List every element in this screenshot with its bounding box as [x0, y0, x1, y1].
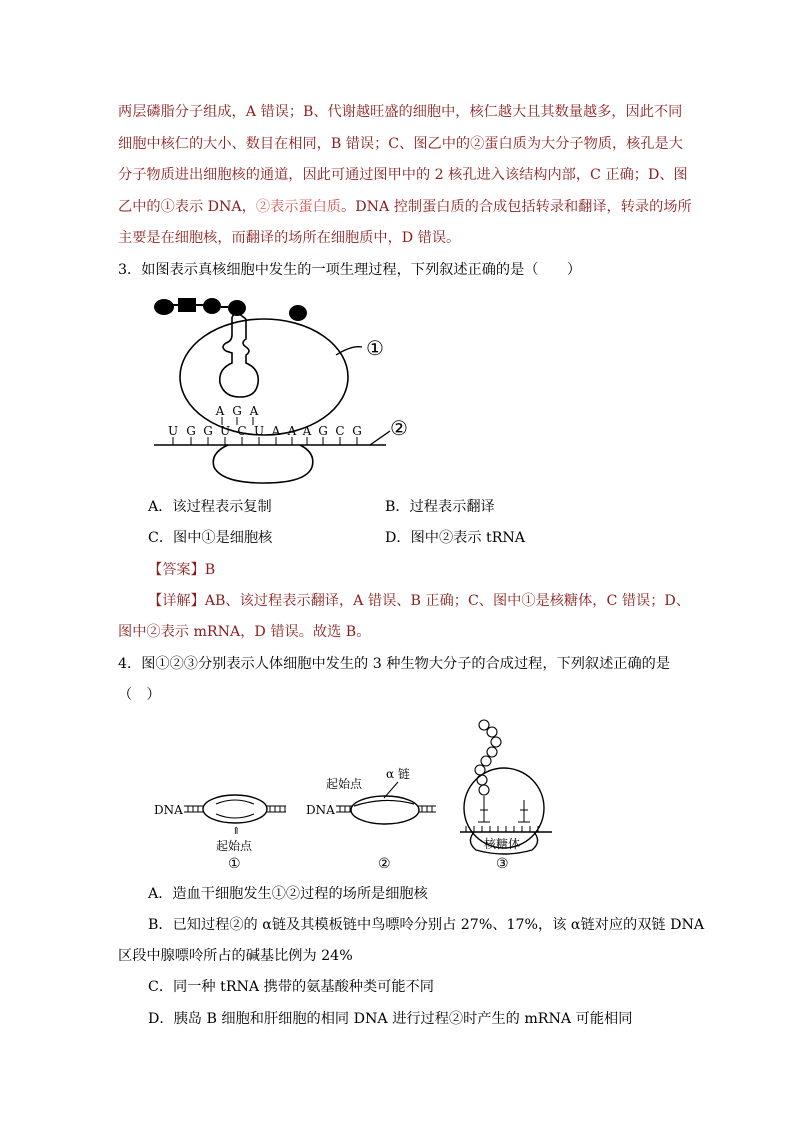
amino-acid-free	[289, 305, 307, 321]
ribosome-large	[464, 768, 544, 848]
svg-text:⇑: ⇑	[232, 826, 241, 837]
mrna-base-6: U	[253, 424, 265, 438]
fig2-alpha-label: α 链	[386, 767, 410, 781]
amino-acid-3	[203, 298, 221, 314]
fig2-origin-label: 起始点	[326, 777, 363, 791]
q3-detail-line-2: 图中②表示 mRNA，D 错误。故选 B。	[118, 624, 371, 640]
polypeptide-chain	[475, 720, 501, 795]
q3-stem: 3．如图表示真核细胞中发生的一项生理过程，下列叙述正确的是（ ）	[118, 262, 582, 278]
prev-explanation-line-4a: 乙中的①表示 DNA，	[118, 199, 256, 215]
prev-explanation-line-4b: ②表示蛋白质	[255, 199, 341, 215]
q4-stem-line-1: 4．图①②③分别表示人体细胞中发生的 3 种生物大分子的合成过程，下列叙述正确的是	[118, 656, 671, 672]
fig1-dna-label: DNA	[154, 803, 183, 817]
label-1: ①	[366, 336, 384, 360]
q3-translation-figure	[140, 285, 430, 495]
q3-option-b[interactable]: B．过程表示翻译	[385, 499, 495, 515]
q4-option-d[interactable]: D．胰岛 B 细胞和肝细胞的相同 DNA 进行过程②时产生的 mRNA 可能相同	[148, 1011, 633, 1027]
mrna-base-1: U	[167, 424, 179, 438]
amino-acid-4	[228, 300, 246, 316]
q3-answer: 【答案】B	[148, 562, 216, 578]
q4-option-c[interactable]: C．同一种 tRNA 携带的氨基酸种类可能不同	[148, 979, 434, 995]
mrna-base-11: C	[335, 424, 345, 438]
q3-option-d[interactable]: D．图中②表示 tRNA	[385, 530, 526, 546]
ribosome-large-subunit	[180, 319, 348, 435]
mrna-base-9: A	[302, 424, 312, 438]
amino-acid-2	[178, 298, 196, 312]
mrna-base-2: G	[186, 424, 196, 438]
q4-synthesis-figure	[148, 712, 568, 872]
fig3-number: ③	[496, 856, 509, 872]
anticodon-a: A	[215, 404, 225, 418]
q3-option-a[interactable]: A．该过程表示复制	[148, 499, 272, 515]
prev-explanation-line-4	[118, 197, 692, 217]
amino-acid-1	[154, 299, 174, 315]
q4-option-a[interactable]: A．造血干细胞发生①②过程的场所是细胞核	[148, 886, 428, 902]
mrna-base-12: G	[352, 424, 362, 438]
anticodon-a2: A	[249, 404, 259, 418]
fig3-ribosome-label: 核糖体	[484, 837, 521, 851]
prev-explanation-line-4c: 。DNA 控制蛋白质的合成包括转录和翻译，转录的场所	[341, 199, 692, 215]
anticodon-g: G	[232, 404, 242, 418]
fig2-dna-label: DNA	[306, 803, 335, 817]
mrna-base-3: G	[203, 424, 213, 438]
fig1-origin-label: 起始点	[216, 839, 253, 853]
replication-bubble	[203, 795, 267, 823]
q4-option-b-line-1[interactable]: B．已知过程②的 α链及其模板链中鸟嘌呤分别占 27%、17%，该 α链对应的双链 DNA	[148, 917, 705, 933]
q3-detail-text: AB、该过程表示翻译，A 错误、B 正确；C、图中①是核糖体，C 错误；D、	[204, 593, 690, 609]
label-2: ②	[390, 416, 408, 440]
mrna-base-4: U	[219, 424, 231, 438]
mrna-base-5: C	[237, 424, 247, 438]
q3-detail-label: 【详解】	[148, 593, 205, 609]
q4-stem-line-2: （ ）	[118, 687, 161, 703]
fig1-number: ①	[228, 856, 241, 872]
trna	[220, 317, 259, 397]
fig2-number: ②	[378, 856, 391, 872]
q4-option-b-line-2: 区段中腺嘌呤所占的碱基比例为 24%	[118, 948, 353, 964]
mrna-bases	[168, 424, 362, 438]
prev-explanation-line-3: 分子物质进出细胞核的通道，因此可通过图甲中的 2 核孔进入该结构内部，C 正确；D、图	[118, 167, 688, 183]
mrna-base-10: G	[318, 424, 328, 438]
prev-explanation-line-1: 两层磷脂分子组成，A 错误；B、代谢越旺盛的细胞中，核仁越大且其数量越多，因此不同	[118, 104, 683, 120]
q3-detail-line-1	[148, 591, 690, 611]
ribosome-small-subunit	[213, 445, 313, 483]
prev-explanation-line-5: 主要是在细胞核，而翻译的场所在细胞质中，D 错误。	[118, 230, 461, 246]
prev-explanation-line-2: 细胞中核仁的大小、数目在相同，B 错误；C、图乙中的②蛋白质为大分子物质，核孔是大	[118, 136, 683, 152]
mrna-base-8: A	[287, 424, 297, 438]
q3-option-c[interactable]: C．图中①是细胞核	[148, 530, 273, 546]
mrna-base-7: A	[271, 424, 281, 438]
